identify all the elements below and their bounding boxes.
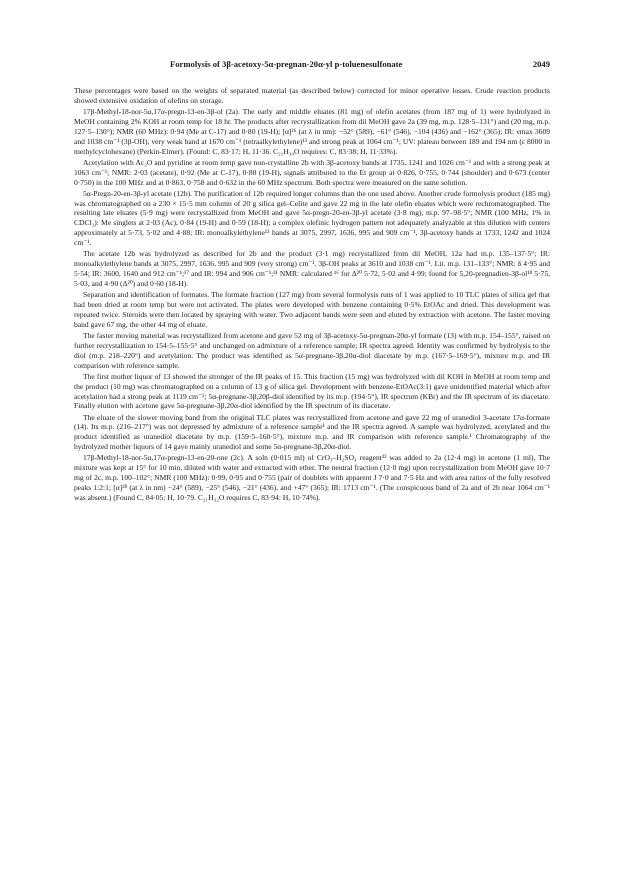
paragraph-compound-2c: 17β-Methyl-18-nor-5α,17α-pregn-13-en-20-one (2c). A soln (0·015 ml) of CrO₃–H₂SO₄ reagent³² was added to 2a (12·4 mg) in acetone (1 ml). The mixture was kept at 15° for 10 min, diluted with water and extracted with ether. The neutral fraction (12·0 mg) upon recrystallization from MeOH gave 10·7 mg of 2c, m.p. 100–102°; NMR (100 MHz): 0·99, 0·95 and 0·755 (pair of doublets with apparent J 7·0 and 7·5 Hz and with area ratios of the fully resolved peaks 1:2:1; [α]²⁸ (at λ in nm) −24° (589), −25° (546), −21° (436), and +47° (365); IR: 1713 cm⁻¹. (The conspicuous band of 2a and of 2b near 1064 cm⁻¹ was absent.) (Found C, 84·05: H, 10·79. C₂₁H₃₂O requires C, 83·94: H, 10·74%). xyxy=(74,453,550,502)
page-number: 2049 xyxy=(532,59,550,69)
paragraph-acetylation-2b: Acetylation with Ac₂O and pyridine at room temp gave non-crystalline 2b with 3β-acetoxy bands at 1735, 1241 and 1026 cm⁻¹ and with a strong peak at 1063 cm⁻¹; NMR: 2·03 (acetate), 0·92 (Me at C-17), 0·80 (19-H), signals attributed to the Et group at 0·826, 0·755, 0·744 (shoulder) and 0·673 (center 0·750) in the 100 MHz and at 0·863, 0·758 and 0·632 in the 60 MHz spectrum. Both spectra were measured on the same solution. xyxy=(74,157,550,187)
paragraph-separation-formates: Separation and identification of formates. The formate fraction (127 mg) from several formolysis runs of 1 was applied to 10 TLC plates of silica gel that had been dried at room temp but were not activated. The plates were developed with benzene containing 0·5% EtOAc and dried. This development was repeated twice. Steroids were then located by spraying with water. Two adjacent bands were seen and eluted by extraction with acetone. The faster moving band gave 67 mg, the other 44 mg of eluate. xyxy=(74,290,550,329)
body-text xyxy=(74,86,550,504)
paragraph-hydrolysis-12a: The acetate 12b was hydrolyzed as described for 2b and the product (3·1 mg) recrystallized from dil MeOH, 12a had m.p. 135–137·5°; IR: monoalkylethylene bands at 3075, 2997, 1636, 995 and 909 (very strong) cm⁻¹, 3β-OH peaks at 3610 and 1038 cm⁻¹. Lit. m.p. 131–133°; NMR: δ 4·95 and 5·54; IR: 3600, 1640 and 912 cm⁻¹;¹⁷ and IR: 994 and 906 cm⁻¹;³¹ NMR: calculated ¹⁶ for Δ²⁰ 5·72, 5·02 and 4·99; found for 5,20-pregnadien-3β-ol¹⁸ 5·75, 5·03, and 4·90 (Δ²⁰) and 0·60 (18-H). xyxy=(74,249,550,288)
running-header xyxy=(74,59,550,73)
paragraph-slower-band: The eluate of the slower moving band from the original TLC plates was recrystallized from acetone and gave 22 mg of uranediol 3-acetate 17α-formate (14). Its m.p. (216–217°) was not depressed by admixture of a reference sample¹ and the IR spectra agreed. A sample was hydrolyzed, acetylated and the product identified as uranediol diacetate by m.p. (159·5–160·5°), mixture m.p. and IR comparison with reference sample.¹ Chromatography of the hydrolyzed mother liquors of 14 gave mainly uranediol and some 5α-pregnane-3β,20α-diol. xyxy=(74,412,550,452)
running-title: Formolysis of 3β-acetoxy-5α-pregnan-20α-yl p-toluenesulfonate xyxy=(170,59,403,69)
paragraph-percentages-note: These percentages were based on the weights of separated material (as described below) corrected for minor operative losses. Crude reaction products showed extensive oxidation of olefins on storage. xyxy=(74,86,550,105)
paragraph-compound-12b: 5α-Pregn-20-en-3β-yl acetate (12b). The purification of 12b required longer columns than the one used above. Another crude formolysis product (185 mg) was chromatographed on a 230 × 15·5 mm column of 20 g silica gel–Celite and gave 22 mg in the late olefin eluates which were rechromatographed. The resulting late eluates (5·9 mg) were recrystallized from MeOH and gave 5α-pregn-20-en-3β-yl acetate (3·8 mg), m.p. 97–98·5°; NMR (100 MHz, 1% in CDCl₃): Me singlets at 2·03 (Ac), 0·84 (19-H) and 0·59 (18-H); a complex olefinic hydrogen pattern not adequately analyzable at this dilution with centers approximately at 5·73, 5·02 and 4·88; IR: monoalkylethylene¹³ bands at 3075, 2997, 1636, 995 and 909 cm⁻¹, 3β-acetoxy bands at 1733, 1242 and 1024 cm⁻¹. xyxy=(74,188,550,248)
paragraph-first-mother-liquor: The first mother liquor of 13 showed the stronger of the IR peaks of 15. This fraction (15 mg) was hydrolyzed with dil KOH in MeOH at room temp and the product (10 mg) was chromatographed on a column of 13 g of silica gel. Development with benzene-EtOAc(3:1) gave unidentified material which after acetylation had a strong peak at 1119 cm⁻¹; 5α-pregnane-3β,20β-diol identified by its m.p. (194·5°), IR spectrum (KBr) and the IR spectrum of its diacetate. Finally elution with acetone gave 5α-pregnane-3β,20α-diol identified by the IR spectrum of its diacetate. xyxy=(74,371,550,411)
paragraph-faster-band: The faster moving material was recrystallized from acetone and gave 52 mg of 3β-acetoxy-5α-pregnan-20α-yl formate (13) with m.p. 154–155°, raised on further recrystallization to 154·5–155·5° and unchanged on admixture of a reference sample; IR spectra agreed. Identity was confirmed by hydrolysis to the diol (m.p. 218–220°) and acetylation. The product was identified as 5α-pregnane-3β,20α-diol diacetate by m.p. (167·5–169·5°), mixture m.p. and IR comparison with reference sample. xyxy=(74,330,550,370)
paragraph-compound-2a: 17β-Methyl-18-nor-5α,17α-pregn-13-en-3β-ol (2a). The early and middle eluates (81 mg) of olefin acetates (from 187 mg of 1) were hydrolyzed in MeOH containing 2% KOH at room temp for 18 hr. The products after recrystallization from dil MeOH gave 2a (39 mg, m.p. 128·5–131°) and (20 mg, m.p. 127·5–130°); NMR (60 MHz): 0·94 (Me at C-17) and 0·80 (19-H); [α]²⁶ (at λ in nm): −52° (589), −61° (546), −104 (436) and −162° (365); IR: νmax 3609 and 1038 cm⁻¹ (3β-OH), very weak band at 1670 cm⁻¹ (tetraalkylethylene)¹³ and strong peak at 1064 cm⁻¹; UV: plateau between 189 and 194 nm (ε 8000 in methylcyclohexane) (Perkin-Elmer). (Found: C, 83·17; H, 11·36. C₂₁H₃₄O requires: C, 83·38; H, 11·33%). xyxy=(74,107,550,156)
